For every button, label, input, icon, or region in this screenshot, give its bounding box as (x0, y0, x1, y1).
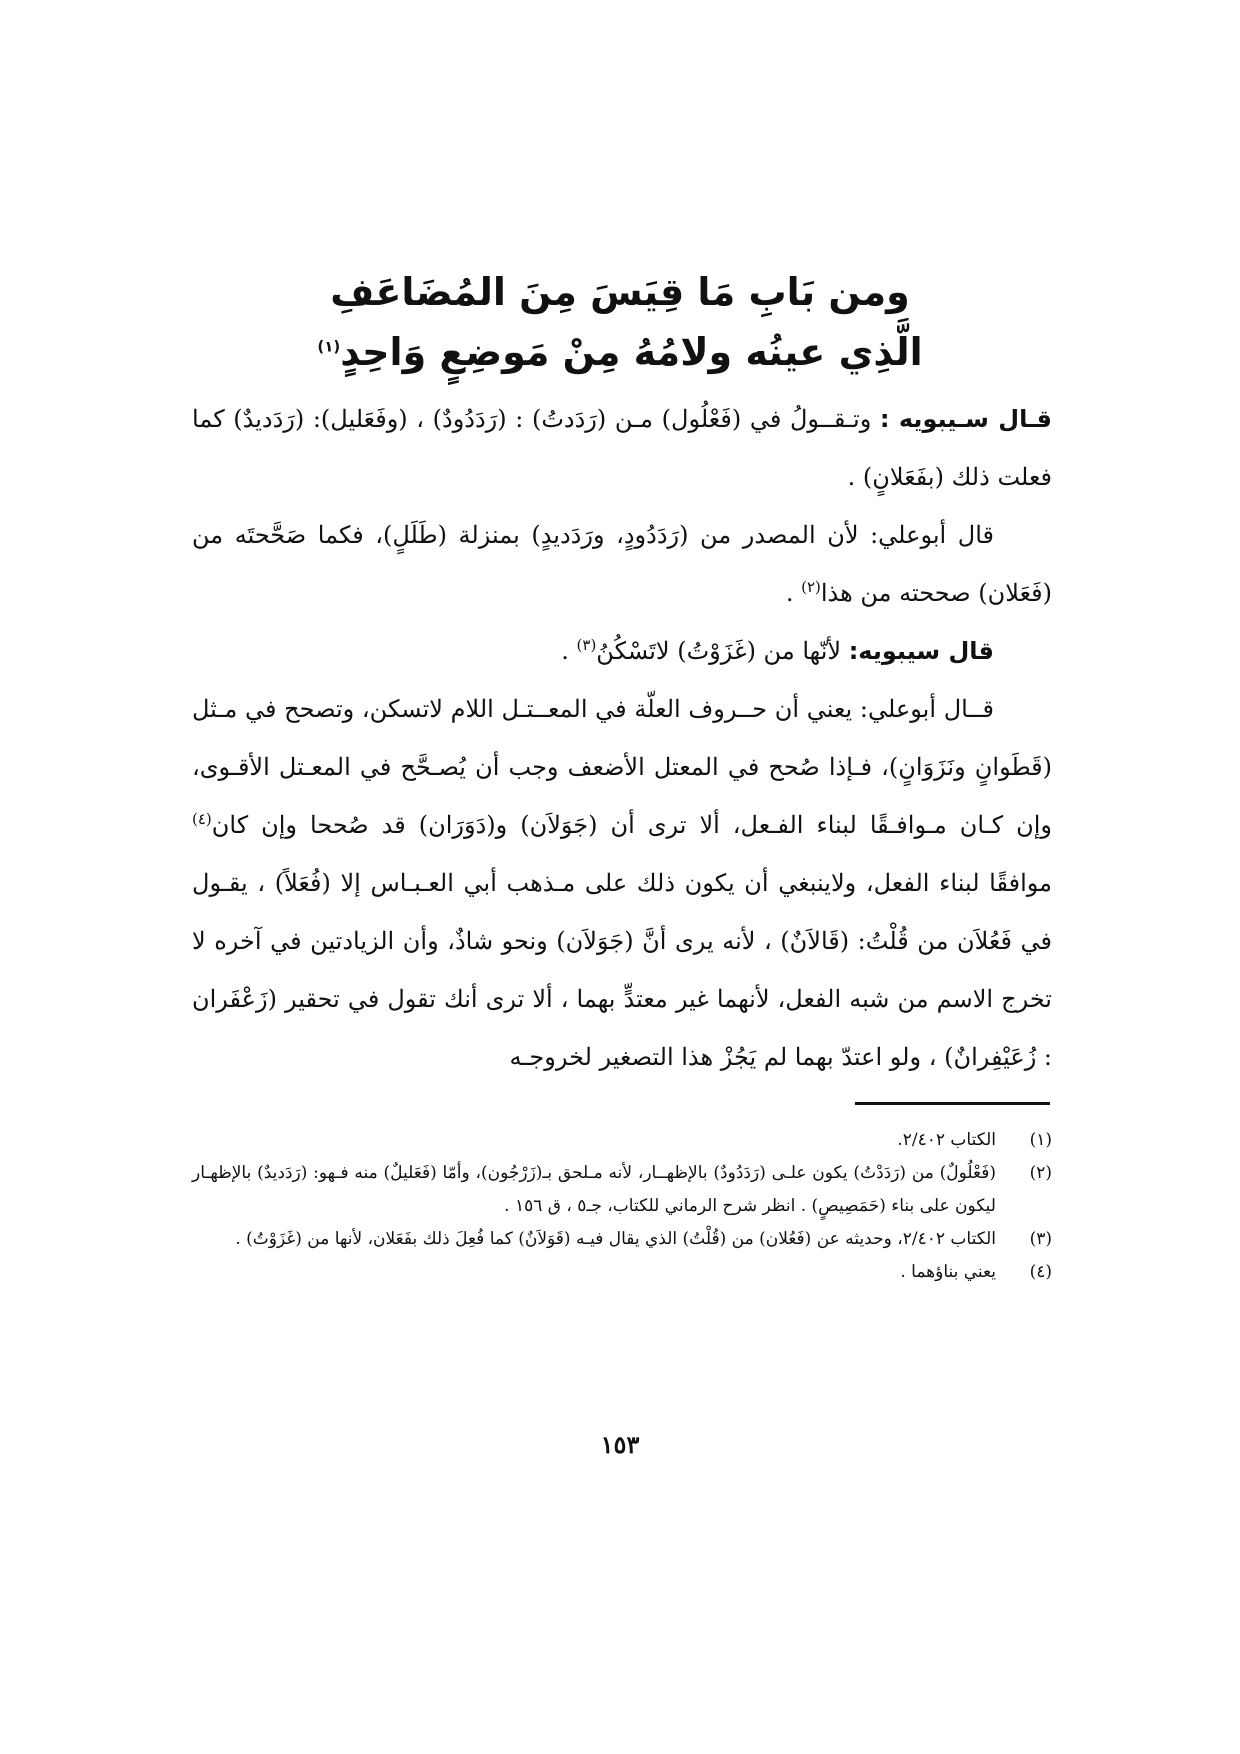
speaker-label: قـال سـيبويه : (879, 405, 1052, 433)
footnote-ref[interactable]: (١) (317, 337, 341, 356)
footnote-ref[interactable]: (٤) (192, 810, 212, 828)
paragraph (192, 390, 1052, 506)
footnotes (192, 1124, 1052, 1289)
main-text (192, 390, 1052, 1086)
paragraph-text: قال أبوعلي: لأن المصدر من (رَدَدُودٍ، ورَدَديدٍ) بمنزلة (طَلَلٍ)، فكما صَحَّحتَه من (فَعَلان) صححته من هذا (192, 521, 1052, 607)
chapter-heading (190, 262, 1050, 382)
heading-line-1: ومن بَابِ مَا قِيَسَ مِنَ المُضَاعَفِ (330, 270, 910, 314)
footnote-number: (٢) (1029, 1163, 1052, 1183)
paragraph-tail: موافقًا لبناء الفعل، ولاينبغي أن يكون ذلك على مـذهب أبي العـبـاس إلا (فُعَلاً) ، يقـول في فَعُلاَن من قُلْتُ: (قَالاَنٌ) ، لأنه يرى أنَّ (جَوَلاَن) ونحو شاذٌ، وأن الزيادتين في آخره لا تخرج الاسم من شبه الفعل، لأنهما غير معتدٍّ بهما ، ألا ترى أنك تقول في تحقير (زَعْفَران : زُعَيْفِرانٌ) ، ولو اعتدّ بهما لم يَجُزْ هذا التصغير لخروجـه (192, 869, 1052, 1071)
paragraph-tail: . (561, 637, 577, 665)
footnote-item (192, 1157, 1052, 1223)
footnote-text: يعني بناؤهما . (900, 1262, 996, 1282)
footnote-ref[interactable]: (٢) (801, 578, 821, 596)
footnote-number: (١) (1029, 1130, 1052, 1150)
page-number: ١٥٣ (600, 1430, 640, 1459)
speaker-label: قال سيبويه: (848, 637, 994, 665)
paragraph-tail: . (785, 579, 802, 607)
paragraph (192, 680, 1052, 1086)
paragraph (192, 506, 1052, 622)
footnote-separator (855, 1102, 1050, 1105)
footnote-item (192, 1256, 1052, 1289)
paragraph-text: لأنّها من (غَزَوْتُ) لاتَسْكُنُ (596, 637, 849, 665)
footnote-text: الكتاب ٢/٤٠٢، وحديثه عن (فَعُلان) من (قُلْتُ) الذي يقال فيـه (قَوَلاَنٌ) كما فُعِلَ ذلك بفَعَلان، لأنها من (غَزَوْتُ) . (235, 1229, 996, 1249)
heading-line-2 (190, 322, 1050, 382)
paragraph (192, 622, 1052, 680)
footnote-text: الكتاب ٢/٤٠٢. (897, 1130, 996, 1150)
paragraph-text: قــال أبوعلي: يعني أن حــروف العلّة في المعــتـل اللام لاتسكن، وتصحح في مـثل (قَطَوانٍ ونَزَوَانٍ)، فـإذا صُحح في المعتل الأضعف وجب أن يُصـحَّح في المعـتل الأقـوى، وإن كـان مـوافـقًا لبناء الفـعل، ألا ترى أن (جَوَلاَن) و(دَوَرَان) قد صُححا وإن كان (192, 695, 1052, 839)
footnote-ref[interactable]: (٣) (576, 636, 597, 654)
paragraph-text: وتـقــولُ في (فَعْلُول) مـن (رَدَدتُ) : (رَدَدُودٌ) ، (وفَعَليل): (رَدَديدٌ) كما فعلت ذلك (بفَعَلانٍ) . (192, 405, 1052, 491)
footnote-item (192, 1223, 1052, 1256)
footnote-text: (فَعْلُولٌ) من (رَدَدْتُ) يكون علـى (رَدَدُودٌ) بالإظهــار، لأنه مـلحق بـ(زَرْجُون)، وأمّا (فَعَليلٌ) منه فـهو: (رَدَديدٌ) بالإظهـار ليكون على بناء (حَمَصِيصٍ) . انظر شرح الرماني للكتاب، جـ٥ ، ق ١٥٦ . (192, 1163, 996, 1216)
heading-line-2-text: الَّذِي عينُه ولامُهُ مِنْ مَوضِعٍ وَاحِدٍ (340, 330, 923, 374)
footnote-item (192, 1124, 1052, 1157)
footnote-number: (٣) (1029, 1229, 1052, 1249)
footnote-number: (٤) (1029, 1262, 1052, 1282)
